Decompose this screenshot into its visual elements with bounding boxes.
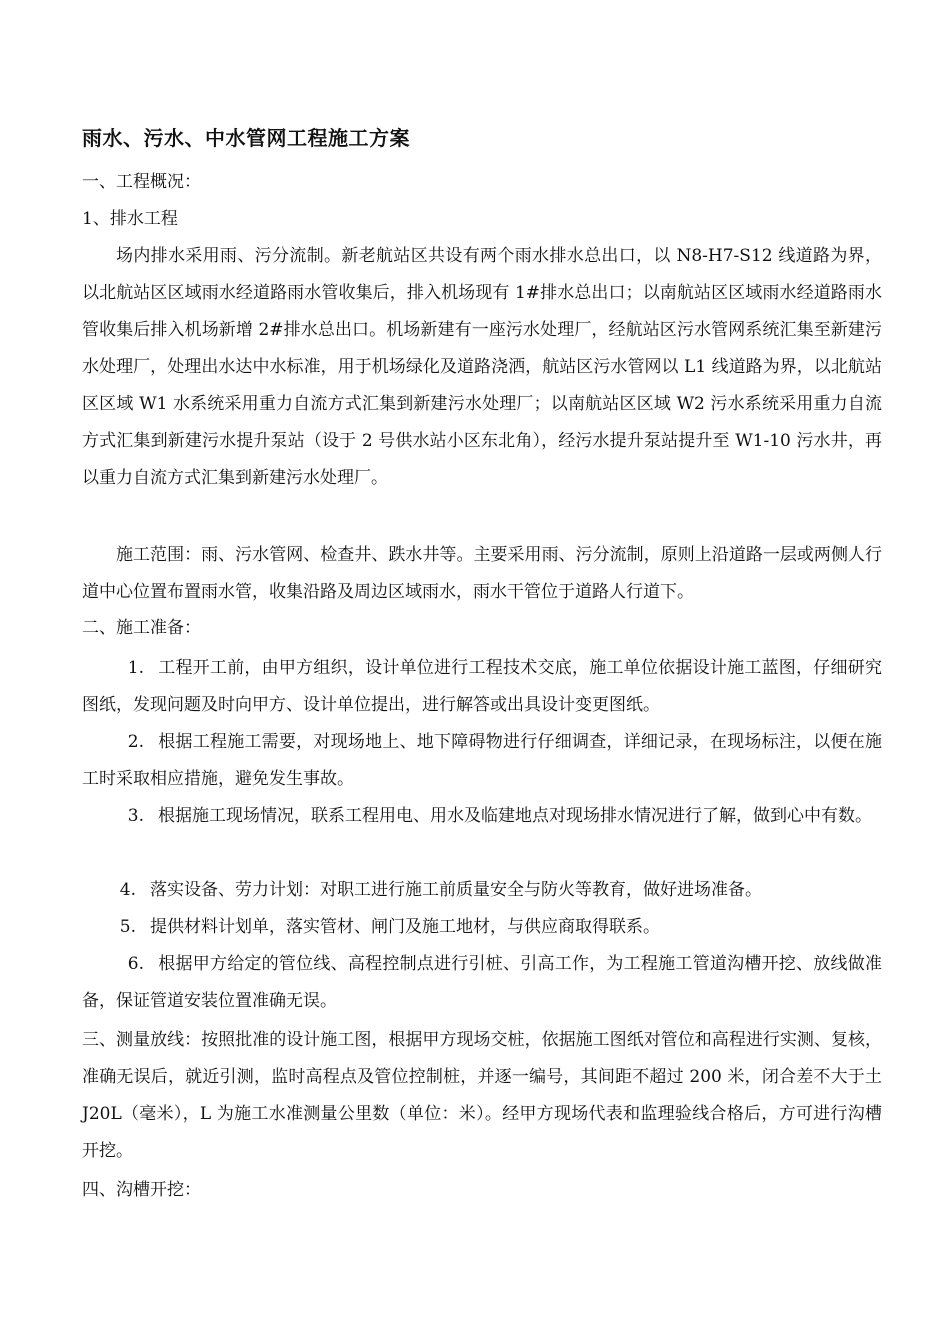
list-text: 工程开工前，由甲方组织，设计单位进行工程技术交底，施工单位依据设计施工蓝图，仔细研究图纸，发现问题及时向甲方、设计单位提出，进行解答或出具设计变更图纸。 [82,658,882,715]
prep-list-item [82,909,882,946]
subsection-heading-drainage: 1、排水工程 [82,209,178,229]
list-number: 4. [119,880,136,900]
section-survey-layout: 三、测量放线：按照批准的设计施工图，根据甲方现场交桩，依据施工图纸对管位和高程进行实测、复核，准确无误后，就近引测，监时高程点及管位控制桩，并逐一编号，其间距不超过 200 米，闭合差不大于土 J20L（毫米），L 为施工水准测量公里数（单位：米）。经甲方现场代表和监理验线合格后，方可进行沟槽开挖。 [82,1030,882,1161]
list-number: 1. [127,658,144,678]
prep-list-item [82,650,882,724]
list-number: 6. [127,954,144,974]
list-text: 提供材料计划单，落实管材、闸门及施工地材，与供应商取得联系。 [150,917,660,937]
paragraph-drainage-description: 场内排水采用雨、污分流制。新老航站区共设有两个雨水排水总出口，以 N8-H7-S12 线道路为界，以北航站区区域雨水经道路雨水管收集后，排入机场现有 1#排水总出口；以南航站区区域雨水经道路雨水管收集后排入机场新增 2#排水总出口。机场新建有一座污水处理厂，经航站区污水管网系统汇集至新建污水处理厂，处理出水达中水标准，用于机场绿化及道路浇洒，航站区污水管网以 L1 线道路为界，以北航站区区域 W1 水系统采用重力自流方式汇集到新建污水处理厂；以南航站区区域 W2 污水系统采用重力自流方式汇集到新建污水提升泵站（设于 2 号供水站小区东北角），经污水提升泵站提升至 W1-10 污水井，再以重力自流方式汇集到新建污水处理厂。 [82,246,882,488]
prep-list-item [82,724,882,798]
paragraph-construction-scope: 施工范围：雨、污水管网、检查井、跌水井等。主要采用雨、污分流制，原则上沿道路一层或两侧人行道中心位置布置雨水管，收集沿路及周边区域雨水，雨水干管位于道路人行道下。 [82,545,882,602]
document-title: 雨水、污水、中水管网工程施工方案 [82,126,410,150]
list-number: 5. [119,917,136,937]
prep-list-item [82,872,882,909]
list-number: 2. [127,732,144,752]
list-text: 根据甲方给定的管位线、高程控制点进行引桩、引高工作，为工程施工管道沟槽开挖、放线做准备，保证管道安装位置准确无误。 [82,954,882,1011]
section-heading-preparation: 二、施工准备： [82,618,201,638]
list-text: 落实设备、劳力计划：对职工进行施工前质量安全与防火等教育，做好进场准备。 [150,880,762,900]
section-heading-overview: 一、工程概况： [82,172,201,192]
list-number: 3. [127,806,144,826]
prep-list-item [82,798,882,835]
list-text: 根据工程施工需要，对现场地上、地下障碍物进行仔细调查，详细记录，在现场标注，以便在施工时采取相应措施，避免发生事故。 [82,732,882,789]
section-heading-trench-excavation: 四、沟槽开挖： [82,1180,201,1200]
prep-list-item [82,946,882,1020]
list-text: 根据施工现场情况，联系工程用电、用水及临建地点对现场排水情况进行了解，做到心中有数。 [158,806,872,826]
